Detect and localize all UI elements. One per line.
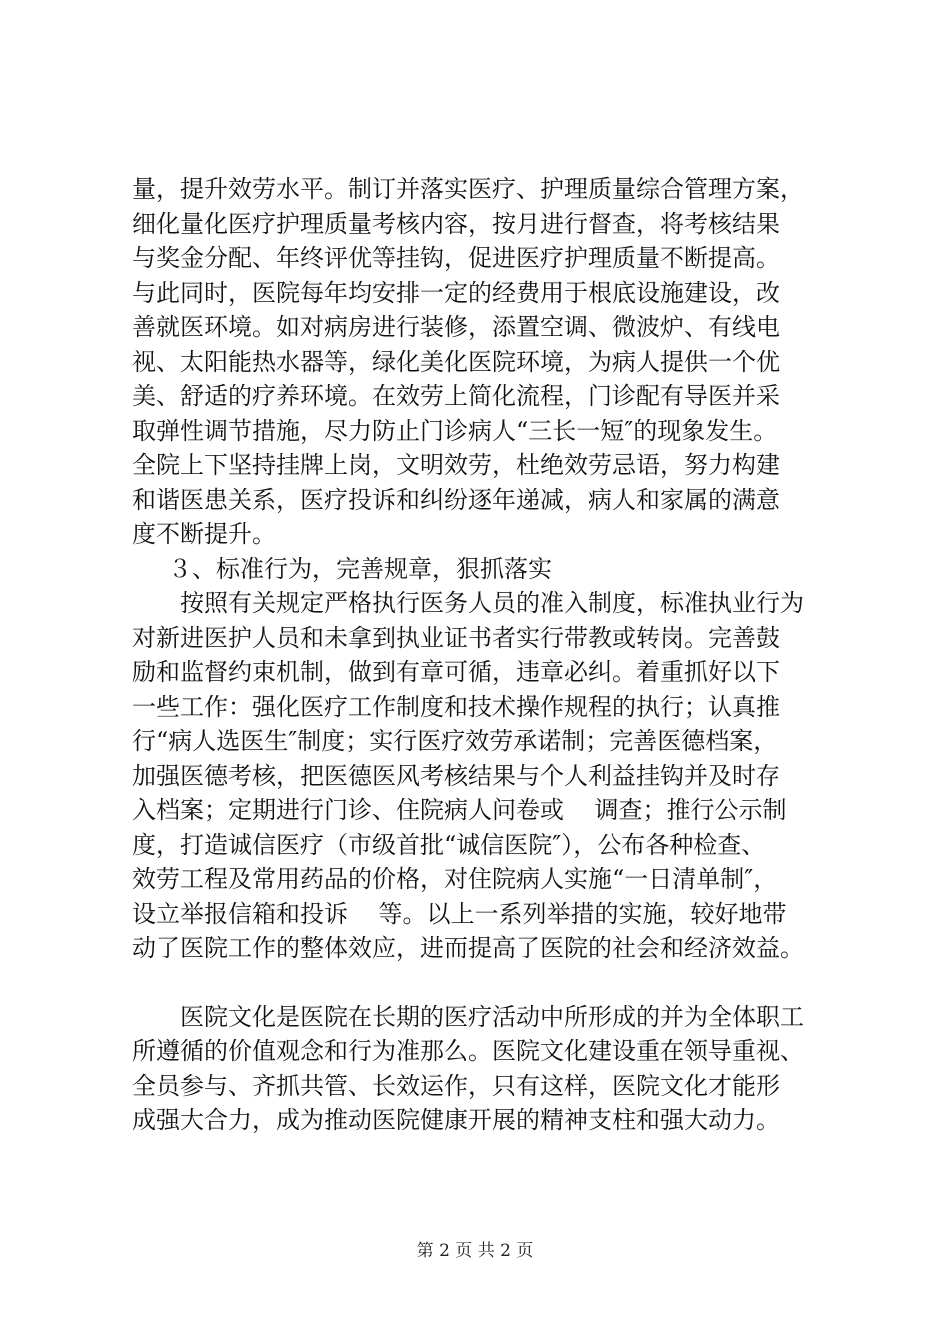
paragraph-spacer (132, 966, 852, 1000)
document-body (132, 172, 852, 1138)
text-line: 按照有关规定严格执行医务人员的准入制度，标准执业行为 (180, 589, 804, 617)
text-line: 视、太阳能热水器等，绿化美化医院环境，为病人提供一个优 (132, 347, 780, 376)
text-line: 效劳工程及常用药品的价格，对住院病人实施“一日清单制″， (132, 865, 778, 893)
text-line: 加强医德考核，把医德医风考核结果与个人利益挂钩并及时存 (132, 761, 780, 790)
text-line: 取弹性调节措施，尽力防止门诊病人“三长一短″的现象发生。 (132, 416, 778, 445)
text-line: 入档案；定期进行门诊、住院病人问卷或 调查；推行公示制 (132, 796, 787, 824)
text-line: 动了医院工作的整体效应，进而提高了医院的社会和经济效益。 (132, 934, 804, 962)
text-line: 与奖金分配、年终评优等挂钩，促进医疗护理质量不断提高。 (132, 244, 780, 272)
text-line: 励和监督约束机制，做到有章可循，违章必纠。着重抓好以下 (132, 658, 780, 686)
text-line: 一些工作：强化医疗工作制度和技术操作规程的执行；认真推 (132, 692, 780, 721)
text-line: 成强大合力，成为推动医院健康开展的精神支柱和强大动力。 (132, 1106, 780, 1134)
page-number-footer: 第 2 页 共 2 页 (416, 1241, 534, 1261)
text-line: 和谐医患关系，医疗投诉和纠纷逐年递减，病人和家属的满意 (132, 485, 780, 514)
text-line: 度不断提升。 (132, 520, 276, 548)
text-line: 度，打造诚信医疗（市级首批“诚信医院″），公布各种检查、 (132, 830, 766, 859)
text-line: 细化量化医疗护理质量考核内容，按月进行督查，将考核结果 (132, 209, 780, 238)
text-line: 全员参与、齐抓共管、长效运作，只有这样，医院文化才能形 (132, 1071, 780, 1100)
text-line: 所遵循的价值观念和行为准那么。医院文化建设重在领导重视、 (132, 1037, 804, 1065)
paragraph-1 (132, 172, 852, 552)
text-line: 善就医环境。如对病房进行装修，添置空调、微波炉、有线电 (132, 313, 780, 341)
text-line: 医院文化是医院在长期的医疗活动中所形成的并为全体职工 (180, 1002, 804, 1031)
paragraph-3 (132, 1000, 852, 1138)
text-line: 对新进医护人员和未拿到执业证书者实行带教或转岗。完善鼓 (132, 623, 780, 652)
text-line: 量，提升效劳水平。制订并落实医疗、护理质量综合管理方案， (132, 175, 804, 203)
section-heading: ３、标准行为，完善规章，狠抓落实 (168, 554, 552, 583)
paragraph-2 (132, 586, 852, 966)
text-line: 设立举报信箱和投诉 等。以上一系列举措的实施，较好地带 (132, 899, 787, 928)
text-line: 行“病人选医生″制度；实行医疗效劳承诺制；完善医德档案， (132, 727, 778, 755)
text-line: 全院上下坚持挂牌上岗，文明效劳，杜绝效劳忌语，努力构建 (132, 451, 780, 479)
text-line: 美、舒适的疗养环境。在效劳上简化流程，门诊配有导医并采 (132, 382, 780, 410)
text-line: 与此同时，医院每年均安排一定的经费用于根底设施建设，改 (132, 278, 780, 307)
